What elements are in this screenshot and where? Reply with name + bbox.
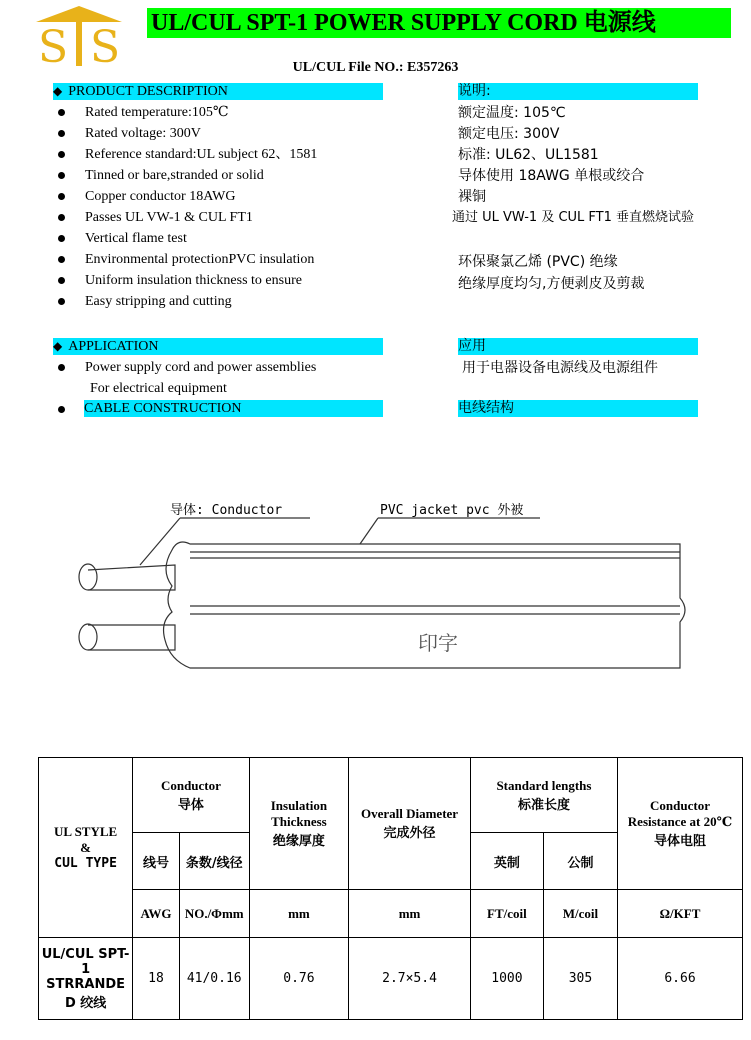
bullet-icon <box>58 406 65 413</box>
page-title: UL/CUL SPT-1 POWER SUPPLY CORD 电源线 <box>147 8 731 38</box>
item-en-6: Passes UL VW-1 & CUL FT1 <box>85 210 253 225</box>
bullet-icon <box>58 193 65 200</box>
cable-diagram <box>60 490 700 680</box>
lower-conductor-wire <box>88 625 175 650</box>
unit-ohm: Ω/KFT <box>618 890 743 938</box>
strands-header: 条数/线径 <box>179 833 249 890</box>
insulation-header-cn: 绝缘厚度 <box>272 834 325 849</box>
overall-header-cn: 完成外径 <box>383 826 436 841</box>
lower-conductor-end <box>79 624 97 650</box>
application-line-2: For electrical equipment <box>90 381 227 396</box>
cul-type-label: CUL TYPE <box>54 856 117 871</box>
conductor-header-cn: 导体 <box>177 797 204 813</box>
item-cn-8: 绝缘厚度均匀,方便剥皮及剪裁 <box>458 276 645 292</box>
upper-conductor-wire <box>88 565 175 590</box>
item-en-2: Rated voltage: 300V <box>85 126 201 141</box>
row-style: UL/CUL SPT-1 STRRANDE D 绞线 <box>39 938 133 1020</box>
table-row <box>39 938 743 1020</box>
resistance-header <box>618 758 743 890</box>
bullet-icon <box>58 172 65 179</box>
item-en-1: Rated temperature:105℃ <box>85 105 229 120</box>
bullet-icon <box>58 109 65 116</box>
row-overall: 2.7×5.4 <box>349 938 471 1020</box>
application-heading <box>53 338 383 355</box>
unit-insulation: mm <box>249 890 349 938</box>
unit-overall: mm <box>349 890 471 938</box>
item-cn-6: 通过 UL VW-1 及 CUL FT1 垂直燃烧试验 <box>452 210 695 225</box>
diamond-icon: ◆ <box>53 84 63 98</box>
jacket-label: PVC jacket pvc 外被 <box>380 503 524 518</box>
insulation-header <box>249 758 349 890</box>
row-resistance: 6.66 <box>618 938 743 1020</box>
unit-m: M/coil <box>543 890 617 938</box>
logo-roof <box>36 6 122 22</box>
spec-table <box>38 757 743 1020</box>
logo-letter-s-left: S <box>38 22 69 68</box>
construction-heading-cn: 电线结构 <box>458 400 698 417</box>
conductor-leader <box>140 518 180 565</box>
item-en-5: Copper conductor 18AWG <box>85 189 236 204</box>
diamond-icon: ◆ <box>53 339 63 353</box>
row-ft: 1000 <box>470 938 543 1020</box>
application-heading-label: APPLICATION <box>68 339 159 354</box>
construction-heading: CABLE CONSTRUCTION <box>84 400 383 417</box>
row-insulation: 0.76 <box>249 938 349 1020</box>
product-heading <box>53 83 383 100</box>
bullet-icon <box>58 214 65 221</box>
conductor-header <box>133 758 249 833</box>
upper-conductor-end <box>79 564 97 590</box>
application-line-cn: 用于电器设备电源线及电源组件 <box>462 360 658 376</box>
bullet-icon <box>58 151 65 158</box>
row-awg: 18 <box>133 938 180 1020</box>
sts-logo <box>34 4 124 68</box>
insulation-header-en: Insulation Thickness <box>270 798 328 829</box>
overall-header <box>349 758 471 890</box>
file-number: UL/CUL File NO.: E357263 <box>292 60 459 75</box>
logo-letter-s-right: S <box>90 22 121 68</box>
bullet-icon <box>58 235 65 242</box>
resistance-header-en: Conductor Resistance at 20℃ <box>627 798 733 829</box>
resistance-header-cn: 导体电阻 <box>654 834 707 849</box>
bullet-icon <box>58 256 65 263</box>
item-en-10: Easy stripping and cutting <box>85 294 232 309</box>
bullet-icon <box>58 130 65 137</box>
print-label: 印字 <box>418 631 458 655</box>
jacket-leader <box>360 518 378 544</box>
item-cn-7: 环保聚氯乙烯 (PVC) 绝缘 <box>458 254 618 270</box>
gauge-header: 线号 <box>133 833 180 890</box>
ft-header: 英制 <box>470 833 543 890</box>
application-line-1: Power supply cord and power assemblies <box>85 360 317 375</box>
overall-header-en: Overall Diameter <box>360 806 459 821</box>
product-heading-cn: 说明: <box>458 83 698 100</box>
unit-awg: AWG <box>133 890 180 938</box>
item-en-9: Uniform insulation thickness to ensure <box>85 273 302 288</box>
item-cn-2: 额定电压: 300V <box>458 126 560 142</box>
row-m: 305 <box>543 938 617 1020</box>
item-en-4: Tinned or bare,stranded or solid <box>85 168 264 183</box>
conductor-label: 导体: Conductor <box>170 503 283 518</box>
ul-style-label: UL STYLE <box>53 824 118 839</box>
conductor-header-en: Conductor <box>160 777 221 793</box>
unit-strands: NO./Φmm <box>179 890 249 938</box>
bullet-icon <box>58 364 65 371</box>
lengths-header-en: Standard lengths <box>496 777 592 793</box>
bullet-icon <box>58 298 65 305</box>
lengths-header <box>470 758 617 833</box>
item-cn-5: 裸铜 <box>458 189 486 205</box>
unit-ft: FT/coil <box>470 890 543 938</box>
ul-style-header <box>39 758 133 938</box>
item-cn-1: 额定温度: 105℃ <box>458 105 566 121</box>
cable-drawing <box>60 490 700 680</box>
lengths-header-cn: 标准长度 <box>517 797 570 813</box>
item-en-8: Environmental protectionPVC insulation <box>85 252 315 267</box>
item-en-3: Reference standard:UL subject 62、1581 <box>85 147 318 162</box>
amp-label: & <box>80 840 92 855</box>
row-strands: 41/0.16 <box>179 938 249 1020</box>
item-en-7: Vertical flame test <box>85 231 187 246</box>
application-heading-cn: 应用 <box>458 338 698 355</box>
product-heading-label: PRODUCT DESCRIPTION <box>68 84 228 99</box>
item-cn-4: 导体使用 18AWG 单根或绞合 <box>458 168 645 184</box>
metric-header: 公制 <box>543 833 617 890</box>
bullet-icon <box>58 277 65 284</box>
item-cn-3: 标准: UL62、UL1581 <box>458 147 599 163</box>
